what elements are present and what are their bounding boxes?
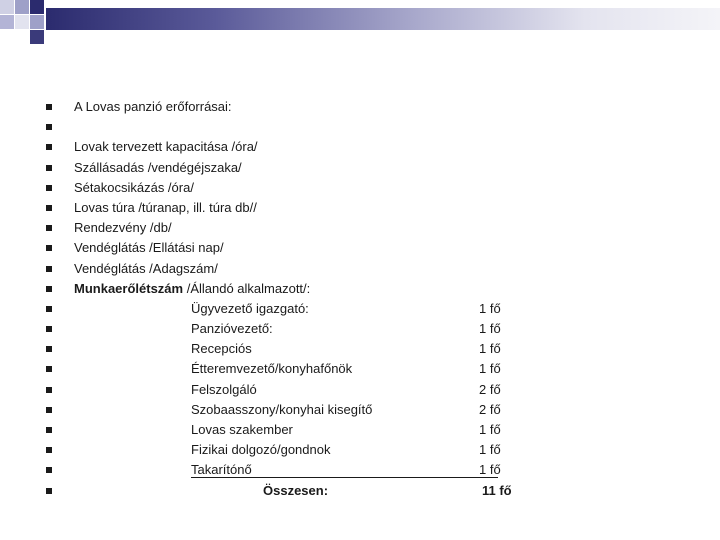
staff-heading-rest: /Állandó alkalmazott/: bbox=[183, 280, 311, 296]
list-item bbox=[0, 238, 720, 258]
bullet-icon bbox=[46, 306, 52, 312]
list-item bbox=[0, 97, 720, 117]
staff-role: Fizikai dolgozó/gondnok bbox=[191, 442, 331, 458]
list-item bbox=[0, 259, 720, 279]
staff-role: Lovas szakember bbox=[191, 422, 293, 437]
bullet-icon bbox=[46, 124, 52, 130]
bullet-icon bbox=[46, 326, 52, 332]
staff-count: 1 fő bbox=[479, 422, 501, 437]
bullet-icon bbox=[46, 387, 52, 393]
resource-item: Szállásadás /vendégéjszaka/ bbox=[74, 159, 242, 175]
bullet-icon bbox=[46, 366, 52, 372]
deco-square bbox=[0, 0, 14, 14]
staff-count: 1 fő bbox=[479, 341, 501, 357]
list-item bbox=[0, 158, 720, 178]
staff-row bbox=[0, 319, 720, 339]
list-item bbox=[0, 117, 720, 137]
staff-count: 1 fő bbox=[479, 321, 501, 337]
list-item bbox=[0, 218, 720, 238]
bullet-icon bbox=[46, 245, 52, 251]
bullet-icon bbox=[46, 427, 52, 433]
sum-divider bbox=[191, 477, 498, 478]
staff-row bbox=[0, 299, 720, 319]
resource-item: Vendéglátás /Ellátási nap/ bbox=[74, 240, 224, 256]
bullet-icon bbox=[46, 225, 52, 231]
staff-row bbox=[0, 359, 720, 379]
bullet-icon bbox=[46, 467, 52, 473]
staff-role: Panzióvezető: bbox=[191, 321, 273, 337]
staff-row bbox=[0, 440, 720, 460]
staff-role: Ügyvezető igazgató: bbox=[191, 300, 309, 316]
slide-title: A Lovas panzió erőforrásai: bbox=[74, 99, 232, 114]
total-row bbox=[0, 481, 720, 501]
header-gradient-bar bbox=[46, 8, 720, 30]
staff-role: Étteremvezető/konyhafőnök bbox=[191, 361, 353, 377]
staff-count: 2 fő bbox=[479, 381, 501, 397]
bullet-icon bbox=[46, 165, 52, 171]
staff-row bbox=[0, 339, 720, 359]
deco-square bbox=[30, 30, 44, 44]
staff-count: 1 fő bbox=[479, 442, 501, 458]
bullet-icon bbox=[46, 286, 52, 292]
bullet-icon bbox=[46, 488, 52, 494]
staff-row bbox=[0, 400, 720, 420]
resource-item: Vendéglátás /Adagszám/ bbox=[74, 260, 218, 276]
staff-role: Takarítónő bbox=[191, 462, 252, 478]
slide-body bbox=[0, 97, 720, 501]
deco-square bbox=[15, 0, 29, 14]
resource-item: Rendezvény /db/ bbox=[74, 220, 172, 236]
deco-square bbox=[0, 15, 14, 29]
staff-role: Recepciós bbox=[191, 341, 252, 357]
staff-heading-bold: Munkaerőlétszám bbox=[74, 280, 184, 296]
staff-row bbox=[0, 460, 720, 480]
resource-item: Lovas túra /túranap, ill. túra db// bbox=[74, 199, 257, 215]
bullet-icon bbox=[46, 185, 52, 191]
staff-heading bbox=[74, 279, 310, 299]
bullet-icon bbox=[46, 144, 52, 150]
total-count: 11 fő bbox=[482, 482, 512, 498]
staff-count: 1 fő bbox=[479, 361, 501, 377]
resource-item: Sétakocsikázás /óra/ bbox=[74, 179, 194, 195]
staff-count: 1 fő bbox=[479, 462, 501, 478]
list-item bbox=[0, 137, 720, 157]
bullet-icon bbox=[46, 346, 52, 352]
deco-square bbox=[30, 15, 44, 29]
resource-item: Lovak tervezett kapacitása /óra/ bbox=[74, 139, 258, 155]
list-item bbox=[0, 279, 720, 299]
staff-row bbox=[0, 420, 720, 440]
bullet-icon bbox=[46, 447, 52, 453]
deco-square bbox=[30, 0, 44, 14]
bullet-icon bbox=[46, 104, 52, 110]
deco-square bbox=[15, 15, 29, 29]
bullet-icon bbox=[46, 407, 52, 413]
staff-row bbox=[0, 380, 720, 400]
staff-role: Felszolgáló bbox=[191, 381, 257, 397]
staff-count: 2 fő bbox=[479, 401, 501, 417]
list-item bbox=[0, 178, 720, 198]
staff-role: Szobaasszony/konyhai kisegítő bbox=[191, 401, 373, 417]
deco-square bbox=[15, 30, 29, 44]
bullet-icon bbox=[46, 205, 52, 211]
list-item bbox=[0, 198, 720, 218]
total-label: Összesen: bbox=[263, 482, 329, 498]
staff-count: 1 fő bbox=[479, 300, 501, 316]
bullet-icon bbox=[46, 266, 52, 272]
